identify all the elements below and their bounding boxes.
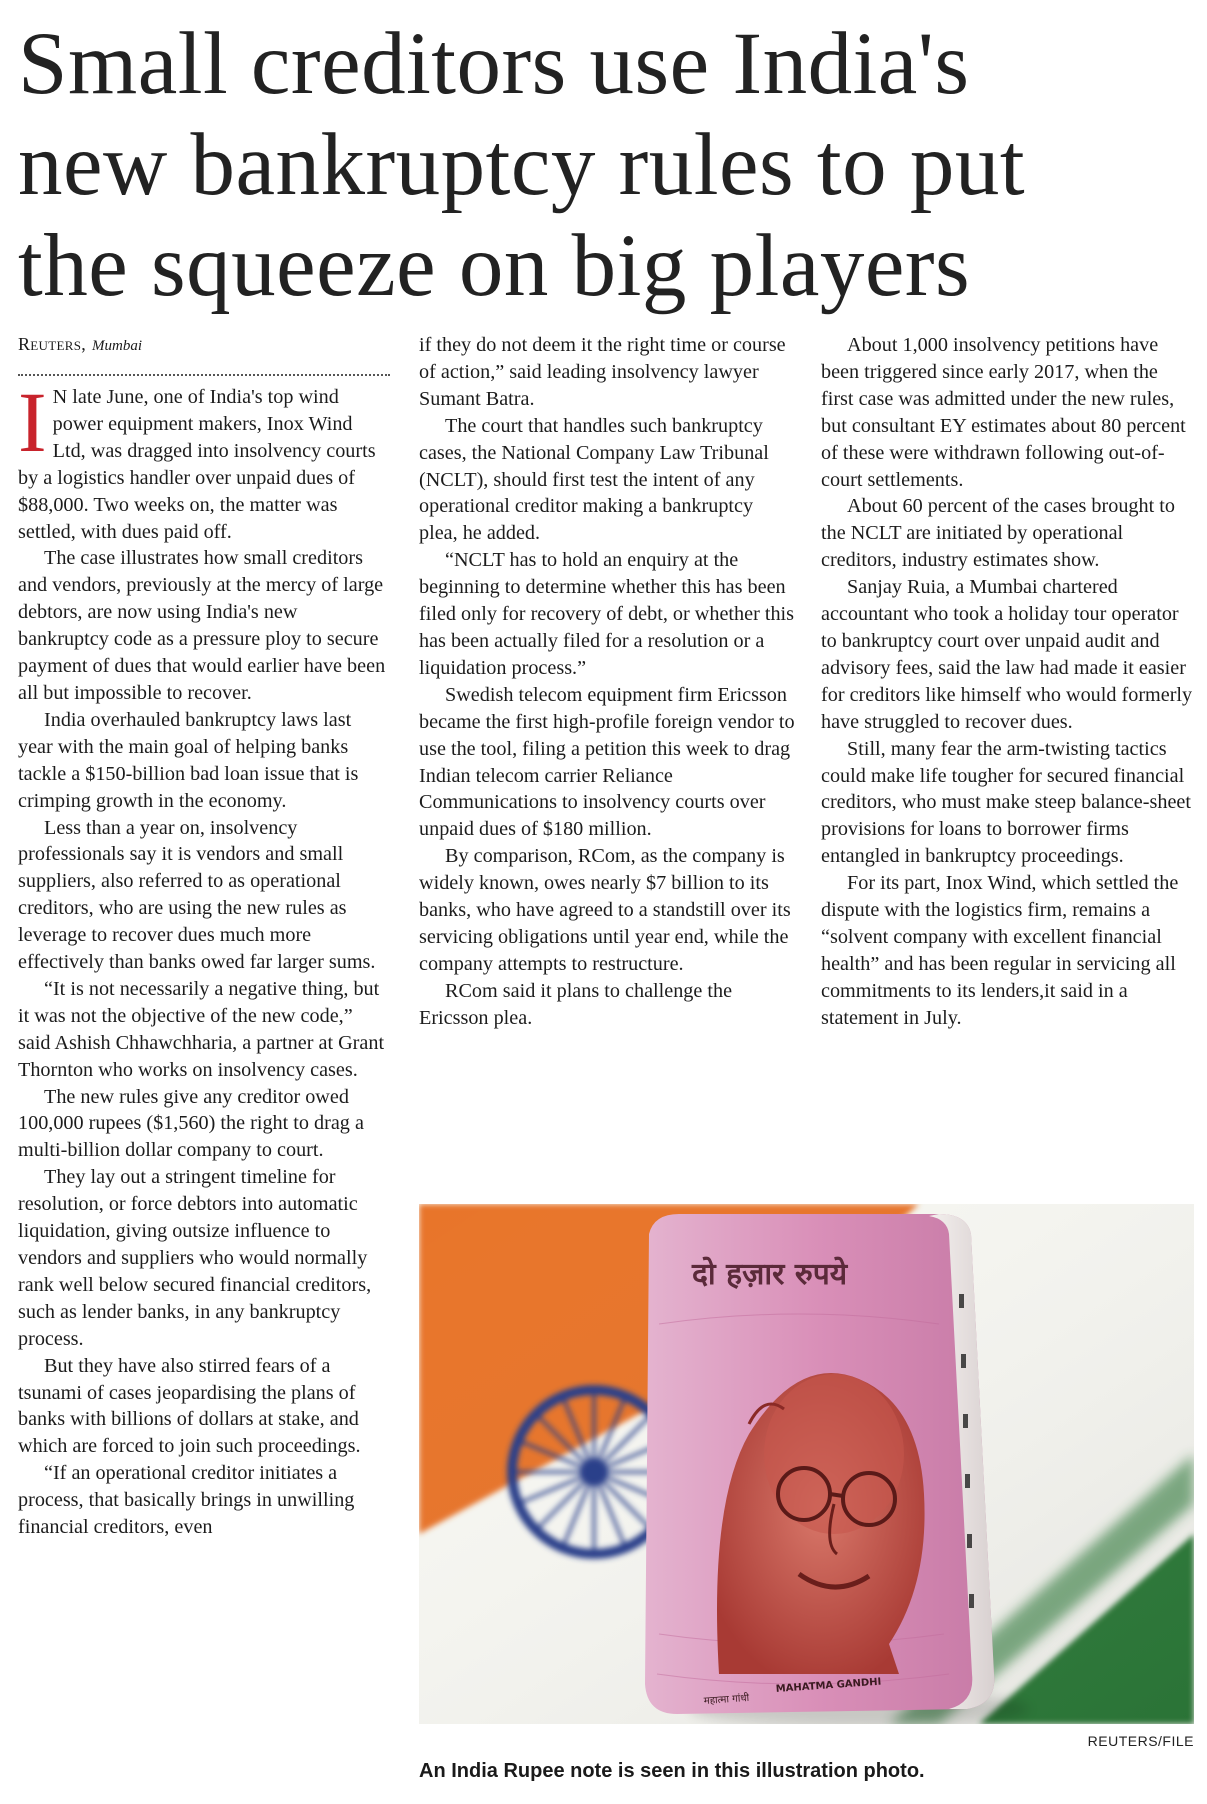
article-column-1 [18,374,390,1541]
article-paragraph: For its part, Inox Wind, which settled the dispute with the logistics firm, remains a “solvent company with excellent financial health” and has been regular in servicing all commitments to its lenders,it said in a statement in July. [821,872,1179,1029]
headline-line-1: Small creditors use India's [18,15,970,113]
rupee-note-photo [419,1204,1194,1724]
article-paragraph: “If an operational creditor initiates a process, that basically brings in unwilling financial creditors, even [18,1462,355,1539]
article-paragraph: About 60 percent of the cases brought to the NCLT are initiated by operational creditors, industry estimates show. [821,495,1175,572]
byline-divider [18,374,390,376]
byline [18,332,390,358]
headline [18,14,1198,317]
article-paragraph: India overhauled bankruptcy laws last year with the main goal of helping banks tackle a $150-billion bad loan issue that is crimping growth in the economy. [18,708,359,812]
article-paragraph: Swedish telecom equipment firm Ericsson became the first high-profile foreign vendor to use the tool, filing a petition this week to drag Indian telecom carrier Reliance Communications to insolvency courts over unpaid dues of $180 million. [419,683,795,841]
article-paragraph: The new rules give any creditor owed 100,000 rupees ($1,560) the right to drag a multi-billion dollar company to court. [18,1085,364,1162]
note-denomination-text: दो हज़ार रुपये [692,1257,848,1292]
article-paragraph: Still, many fear the arm-twisting tactics could make life tougher for secured financial creditors, who must make steep balance-sheet provisions for loans to borrower firms entangled in bankruptcy proceedings. [821,737,1191,868]
article-paragraph: Less than a year on, insolvency professionals say it is vendors and small suppliers, also referred to as operational creditors, who are using the new rules as leverage to recover dues much more effectively than banks owed far larger sums. [18,816,376,974]
article-paragraph: But they have also stirred fears of a tsunami of cases jeopardising the plans of banks with billions of dollars at stake, and which are forced to join such proceedings. [18,1354,361,1458]
photo-credit: REUTERS/FILE [1087,1733,1194,1749]
portrait-label: MAHATMA GANDHI [775,1676,882,1695]
article-paragraph: The court that handles such bankruptcy cases, the National Company Law Tribunal (NCLT), should first test the intent of any operational creditor making a bankruptcy plea, he added. [419,414,769,545]
headline-line-2: new bankruptcy rules to put [18,116,1026,214]
article-paragraph: About 1,000 insolvency petitions have been triggered since early 2017, when the first case was admitted under the new rules, but consultant EY estimates about 80 percent of these were withdrawn following out-of-court settlements. [821,334,1186,491]
headline-line-3: the squeeze on big players [18,217,971,315]
signature-text: महात्मा गांधी [703,1692,750,1707]
article-paragraph: I N late June, one of India's top wind power equipment makers, Inox Wind Ltd, was dragged into insolvency courts by a logistics handler over unpaid dues of $88,000. Two weeks on, the matter was settled, with dues paid off. [18,374,376,543]
byline-agency: Reuters, [18,334,87,354]
drop-cap: I [18,374,47,470]
photo-caption: An India Rupee note is seen in this illustration photo. [419,1760,925,1782]
byline-city: Mumbai [92,338,143,354]
article-paragraph: RCom said it plans to challenge the Ericsson plea. [419,979,733,1029]
article-paragraph: The case illustrates how small creditors and vendors, previously at the mercy of large debtors, are now using India's new bankruptcy code as a pressure ploy to secure payment of dues that would earlier have been all but impossible to recover. [18,547,386,704]
article-paragraph: if they do not deem it the right time or course of action,” said leading insolvency lawyer Sumant Batra. [419,334,786,410]
article-column-2 [419,332,795,1032]
article-paragraph: “It is not necessarily a negative thing, but it was not the objective of the new code,” said Ashish Chhawchharia, a partner at Grant Thornton who works on insolvency cases. [18,977,385,1081]
article-paragraph: By comparison, RCom, as the company is widely known, owes nearly $7 billion to its banks, who have agreed to a standstill over its servicing obligations until year end, while the company attempts to restructure. [419,845,791,975]
photo-illustration [419,1204,1194,1724]
article-paragraph: “NCLT has to hold an enquiry at the beginning to determine whether this has been filed only for recovery of debt, or whether this has been actually filed for a resolution or a liquidation process.” [419,549,795,679]
article-paragraph: Sanjay Ruia, a Mumbai chartered accountant who took a holiday tour operator to bankruptcy court over unpaid audit and advisory fees, said the law had made it easier for creditors like himself who would formerly have struggled to recover dues. [821,576,1193,733]
article-column-3 [821,332,1193,1032]
article-paragraph: They lay out a stringent timeline for resolution, or force debtors into automatic liquidation, giving outsize influence to vendors and suppliers who would normally rank well below secured financial creditors, such as lender banks, in any bankruptcy process. [18,1166,372,1350]
